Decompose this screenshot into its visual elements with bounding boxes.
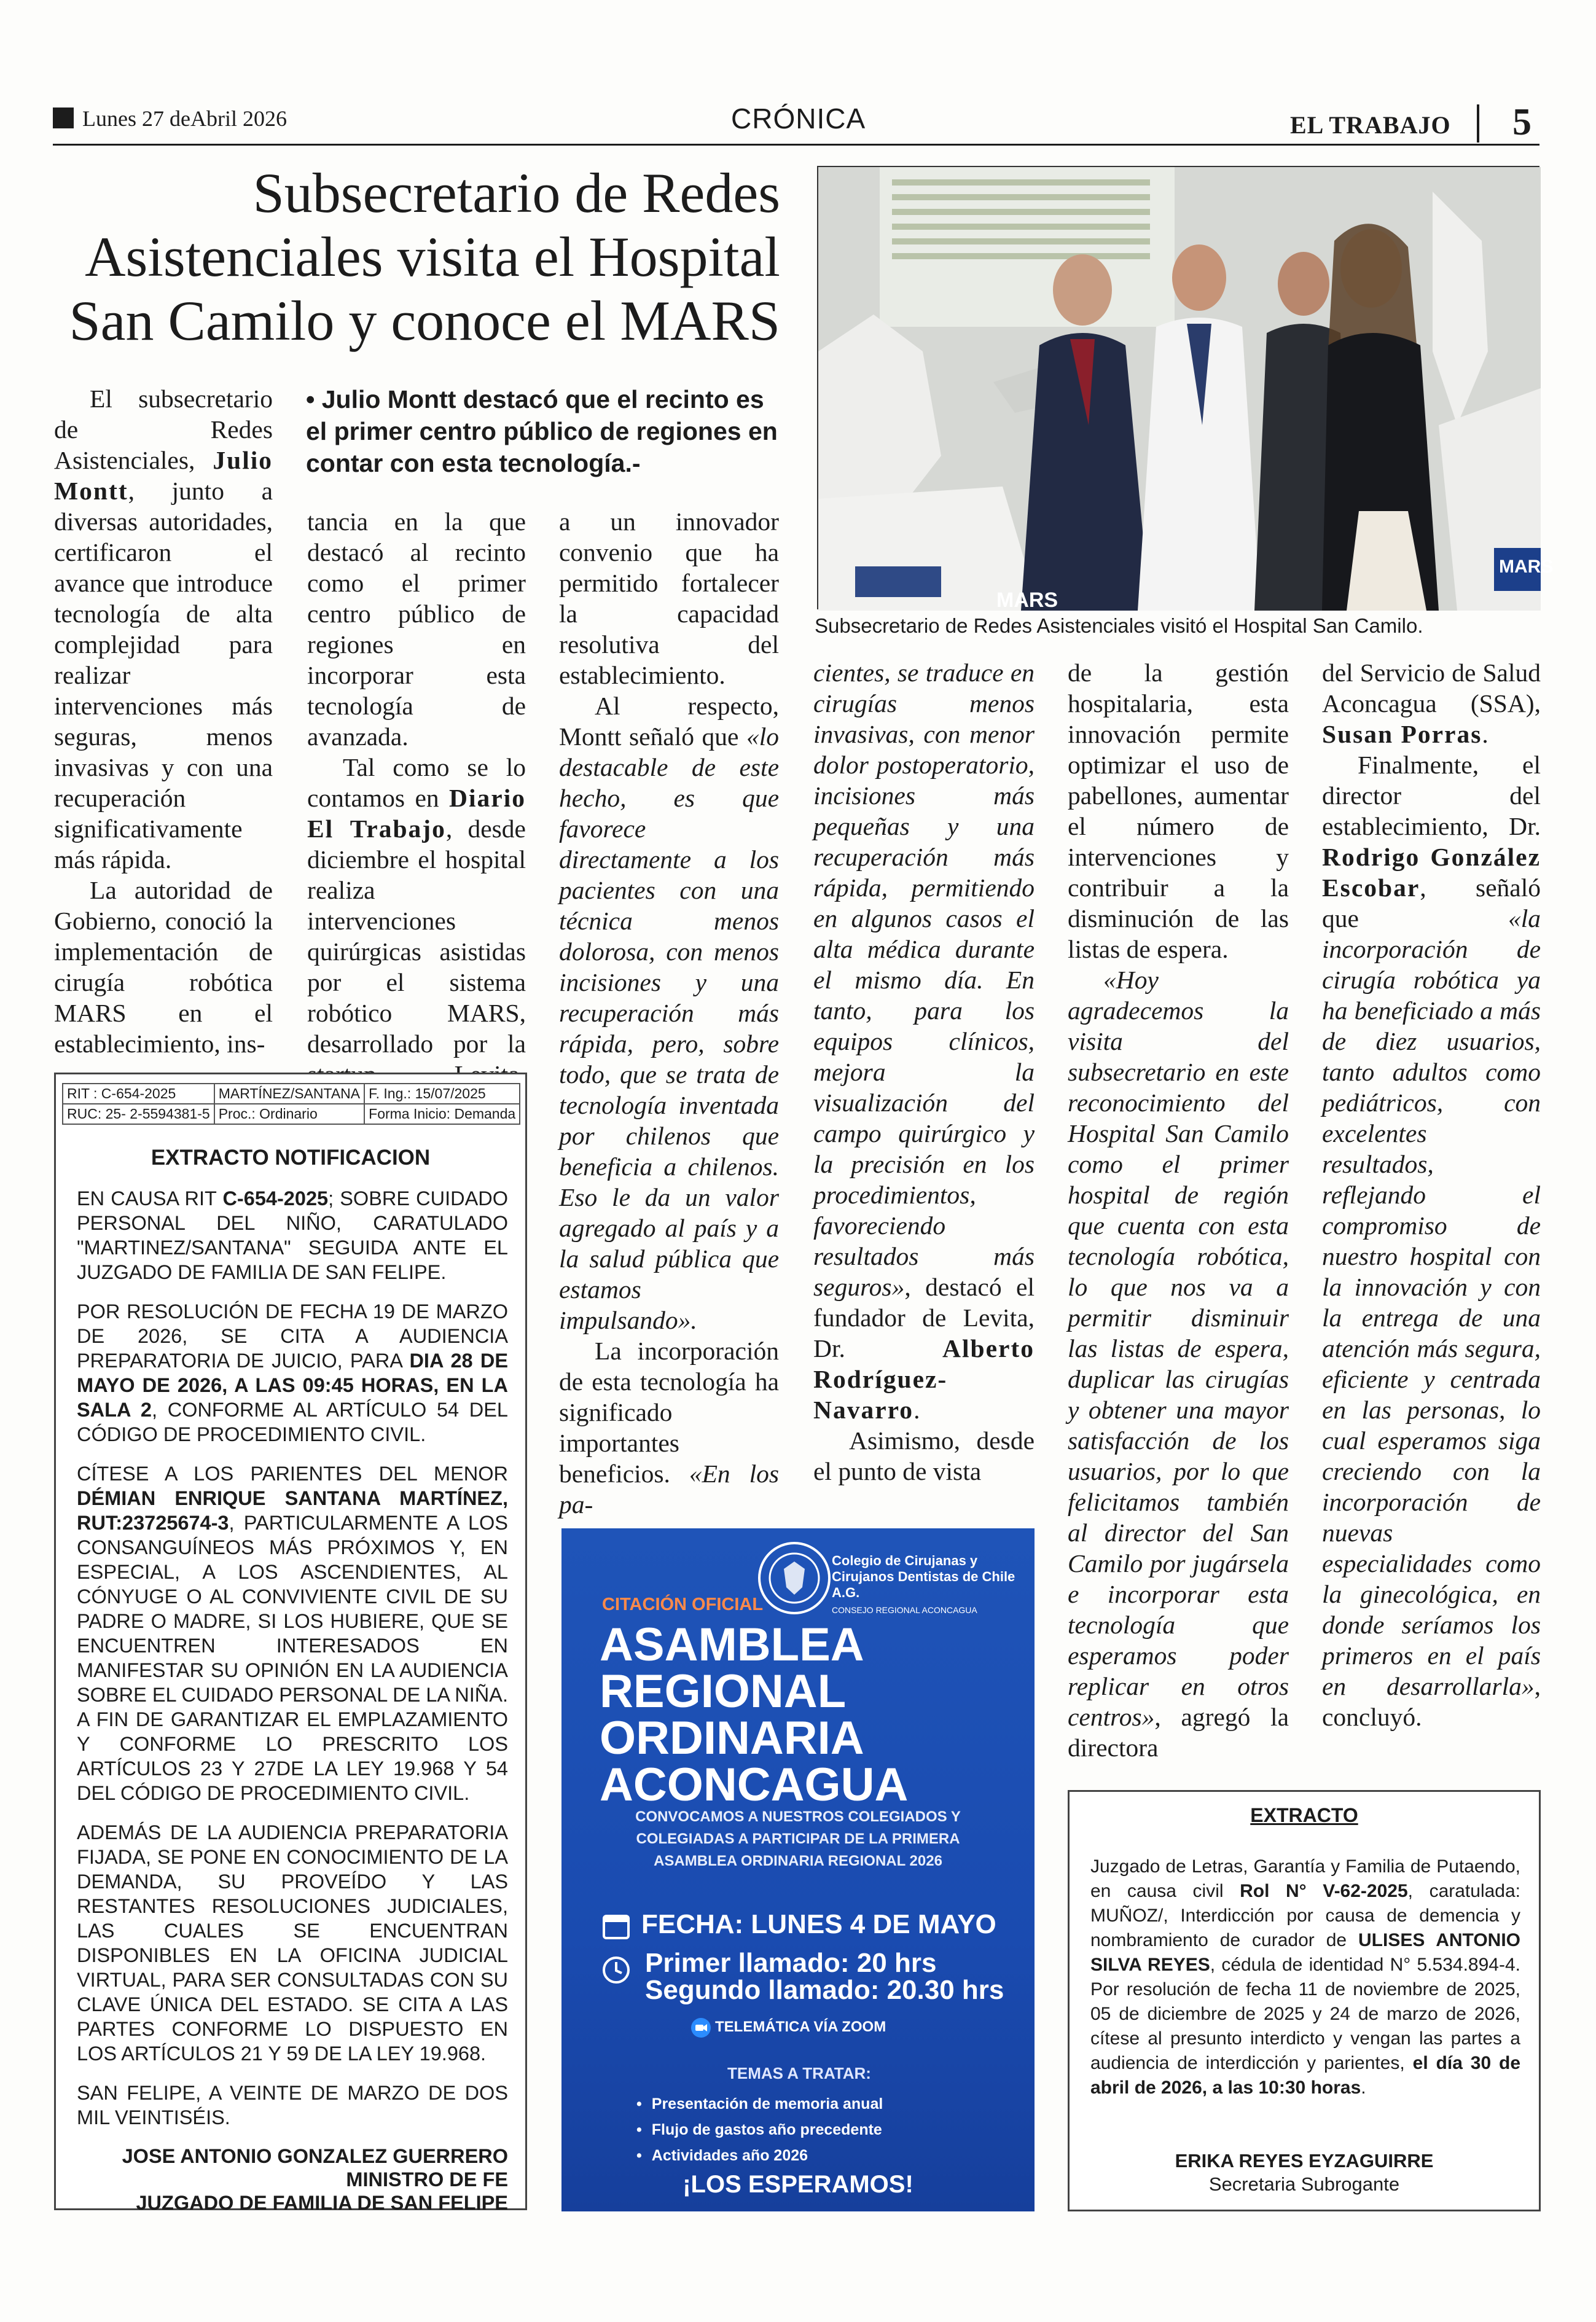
signature-role: Secretaria Subrogante bbox=[1208, 2173, 1400, 2195]
signature-role: MINISTRO DE FE bbox=[346, 2168, 508, 2191]
paragraph: tancia en la que destacó al recinto como el primer centro público de regiones en incorporar esta tecnología de avanzada. bbox=[307, 507, 526, 751]
article-headline: Subsecretario de Redes Asistenciales visita el Hospital San Camilo y conoce el MARS bbox=[69, 162, 780, 352]
robot-label-2: MARS bbox=[1499, 557, 1554, 577]
paragraph: La incorporación de esta tecnología ha significado importantes beneficios. «En los pa- bbox=[559, 1337, 780, 1519]
article-column-4 bbox=[813, 657, 1035, 1487]
signature-name: JOSE ANTONIO GONZALEZ GUERRERO bbox=[122, 2145, 508, 2167]
video-camera-icon bbox=[690, 2017, 711, 2038]
article-photo bbox=[817, 166, 1554, 612]
header-divider bbox=[1477, 104, 1479, 143]
list-item: • Actividades año 2026 bbox=[636, 2143, 883, 2168]
ad-zoom-label: TELEMÁTICA VÍA ZOOM bbox=[715, 2019, 886, 2035]
paragraph: El subsecretario de Redes Asistenciales, Julio Montt, junto a diversas autoridades, certificaron el avance que introduce tecnología de alta complejidad para realizar intervenciones más seguras, menos invasivas y con una recuperación significativamente más rápida. bbox=[54, 385, 273, 874]
header-rule bbox=[53, 144, 1539, 146]
photo-illustration bbox=[818, 167, 1554, 612]
assembly-advertisement bbox=[561, 1528, 1035, 2211]
case-info-table bbox=[62, 1083, 520, 1125]
ad-closing: ¡LOS ESPERAMOS! bbox=[683, 2171, 913, 2198]
table-row bbox=[63, 1104, 520, 1124]
calendar-icon bbox=[601, 1910, 632, 1941]
ad-organization: Colegio de Cirujanas y Cirujanos Dentistas de Chile A.G. CONSEJO REGIONAL ACONCAGUA bbox=[832, 1553, 1015, 1615]
newspaper-name: EL TRABAJO bbox=[1290, 111, 1451, 139]
ad-citation-label: CITACIÓN OFICIAL bbox=[602, 1595, 764, 1614]
extract-title: EXTRACTO bbox=[1250, 1804, 1358, 1826]
table-row bbox=[63, 1084, 520, 1104]
table-cell: Proc.: Ordinario bbox=[214, 1104, 364, 1124]
page-number: 5 bbox=[1512, 101, 1531, 143]
paragraph: La autoridad de Gobierno, conoció la implementación de cirugía robótica MARS en el establecimiento, ins- bbox=[54, 876, 273, 1058]
signature-name: ERIKA REYES EYZAGUIRRE bbox=[1175, 2150, 1434, 2172]
notice-signature bbox=[77, 2144, 508, 2214]
issue-date bbox=[53, 106, 287, 131]
college-seal-icon bbox=[758, 1542, 831, 1614]
article-highlight: • Julio Montt destacó que el recinto es el primer centro público de regiones en contar con esta tecnología.- bbox=[306, 385, 778, 477]
clock-icon bbox=[601, 1955, 632, 1985]
paragraph: del Servicio de Salud Aconcagua (SSA), Susan Porras. bbox=[1322, 659, 1541, 748]
notice-paragraph: POR RESOLUCIÓN DE FECHA 19 DE MARZO DE 2026, SE CITA A AUDIENCIA PREPARATORIA DE JUICIO, PARA DIA 28 DE MAYO DE 2026, A LAS 09:45 HORAS, EN LA SALA 2, CONFORME AL ARTÍCULO 54 DEL CÓDIGO DE PROCEDIMIENTO CIVIL. bbox=[77, 1300, 508, 1445]
extract-signature bbox=[1070, 2149, 1539, 2196]
ad-topics-title: TEMAS A TRATAR: bbox=[727, 2064, 871, 2082]
paragraph: Asimismo, desde el punto de vista bbox=[813, 1426, 1035, 1485]
table-cell: RIT : C-654-2025 bbox=[63, 1084, 214, 1104]
paragraph: Al respecto, Montt señaló que «lo destacable de este hecho, es que favorece directamente a los pacientes con una técnica menos dolorosa, con menos incisiones y una recuperación más rápida, pero, sobre todo, que se trata de tecnología inventada por chilenos que beneficia a chilenos. Eso le da un valor agregado al país y a la salud pública que estamos impulsando». bbox=[559, 692, 780, 1334]
signature-court: JUZGADO DE FAMILIA DE SAN FELIPE bbox=[136, 2192, 508, 2214]
paragraph: a un innovador convenio que ha permitido fortalecer la capacidad resolutiva del establecimiento. bbox=[559, 507, 779, 689]
article-column-3 bbox=[559, 506, 779, 1520]
ad-schedule: Primer llamado: 20 hrs Segundo llamado: 20.30 hrs bbox=[645, 1948, 1004, 2005]
paragraph: de la gestión hospitalaria, esta innovación permite optimizar el uso de pabellones, aumentar el número de intervenciones y contribuir a la disminución de las listas de espera. bbox=[1068, 659, 1289, 963]
notice-body bbox=[77, 1186, 508, 2214]
paragraph: Finalmente, el director del establecimiento, Dr. Rodrigo González Escobar, señaló que «la incorporación de cirugía robótica ya ha beneficiado a más de diez usuarios, tanto adultos como pediátricos, con excelentes resultados, reflejando el compromiso de nuestro hospital con la innovación y con la entrega de una atención más segura, eficiente y centrada en las personas, lo cual esperamos siga creciendo con la incorporación de nuevas especialidades como la ginecológica, en donde seríamos los primeros en el país en desarrollarla», concluyó. bbox=[1322, 751, 1541, 1731]
list-item: • Flujo de gastos año precedente bbox=[636, 2117, 883, 2143]
paragraph: cientes, se traduce en cirugías menos invasivas, con menor dolor postoperatorio, incisiones más pequeñas y una recuperación más rápida, permitiendo en algunos casos el alta médica durante el mismo día. En tanto, para los equipos clínicos, mejora la visualización del campo quirúrgico y la precisión en los procedimientos, favoreciendo resultados más seguros», destacó el fundador de Levita, Dr. Alberto Rodríguez-Navarro. bbox=[813, 659, 1035, 1424]
notice-paragraph: EN CAUSA RIT C-654-2025; SOBRE CUIDADO PERSONAL DEL NIÑO, CARATULADO "MARTINEZ/SANTANA" SEGUIDA ANTE EL JUZGADO DE FAMILIA DE SAN FELIPE. bbox=[77, 1187, 509, 1283]
table-cell: Forma Inicio: Demanda bbox=[364, 1104, 520, 1124]
paragraph: «Hoy agradecemos la visita del subsecretario en este reconocimiento del Hospital San Camilo como el primer hospital de región que cuenta con esta tecnología robótica, lo que nos va a permitir disminuir las listas de espera, duplicar las cirugías y obtener una mayor satisfacción de los usuarios, por lo que felicitamos también al director del San Camilo por jugársela e incorporar esta tecnología que esperamos poder replicar en otros centros», agregó la directora bbox=[1068, 966, 1289, 1762]
extract-body: Juzgado de Letras, Garantía y Familia de Putaendo, en causa civil Rol N° V-62-2025, caratulada: MUÑOZ/, Interdicción por causa de demencia y nombramiento de curador de ULISES ANTONIO SILVA REYES, cédula de identidad N° 5.534.894-4. Por resolución de fecha 11 de noviembre de 2025, 05 de diciembre de 2025 y 24 de marzo de 2026, cítese al presunto interdicto y vengan las partes a audiencia de interdicción y parientes, el día 30 de abril de 2026, a las 10:30 horas. bbox=[1090, 1856, 1521, 2098]
notice-paragraph: ADEMÁS DE LA AUDIENCIA PREPARATORIA FIJADA, SE PONE EN CONOCIMIENTO DE LA DEMANDA, SU PROVEÍDO Y LAS RESTANTES RESOLUCIONES JUDICIALES, LAS CUALES SE ENCUENTRAN DISPONIBLES EN LA OFICINA JUDICIAL VIRTUAL, PARA SER CONSULTADAS CON SU CLAVE ÚNICA DEL ESTADO. SE CITA A LAS PARTES CONFORME LO DISPUESTO EN LOS ARTÍCULOS 21 Y 59 DE LA LEY 19.968. bbox=[77, 1821, 508, 2065]
ad-invitation: CONVOCAMOS A NUESTROS COLEGIADOS Y COLEGIADAS A PARTICIPAR DE LA PRIMERA ASAMBLEA ORDINARIA REGIONAL 2026 bbox=[635, 1808, 961, 1869]
legal-notice-box bbox=[54, 1073, 527, 2214]
robot-label-1: MARS bbox=[996, 588, 1058, 612]
ad-title: ASAMBLEA REGIONAL ORDINARIA ACONCAGUA bbox=[600, 1619, 909, 1811]
extract-notice-box bbox=[1068, 1790, 1541, 2211]
ad-date: FECHA: LUNES 4 DE MAYO bbox=[641, 1909, 996, 1939]
list-item: • Presentación de memoria anual bbox=[636, 2091, 883, 2117]
issue-date-text: Lunes 27 deAbril 2026 bbox=[82, 106, 287, 131]
article-column-1 bbox=[54, 383, 273, 1059]
notice-paragraph: SAN FELIPE, A VEINTE DE MARZO DE DOS MIL VEINTISÉIS. bbox=[77, 2082, 508, 2128]
article-column-5 bbox=[1068, 657, 1289, 1763]
photo-caption: Subsecretario de Redes Asistenciales visitó el Hospital San Camilo. bbox=[815, 614, 1423, 637]
table-cell: F. Ing.: 15/07/2025 bbox=[364, 1084, 520, 1104]
notice-paragraph: CÍTESE A LOS PARIENTES DEL MENOR DÉMIAN ENRIQUE SANTANA MARTÍNEZ, RUT:23725674-3, PARTICULARMENTE A LOS CONSANGUÍNEOS MÁS PRÓXIMOS Y, EN ESPECIAL, A LOS ASCENDIENTES, AL CÓNYUGE O AL CONVIVIENTE CIVIL DE SU PADRE O MADRE, SI LOS HUBIERE, QUE SE ENCUENTREN INTERESADOS EN MANIFESTAR SU OPINIÓN EN LA AUDIENCIA SOBRE EL CUIDADO PERSONAL DE LA NIÑA. A FIN DE GARANTIZAR EL EMPLAZAMIENTO Y CONFORME LO PRESCRITO LOS ARTÍCULOS 23 Y 27DE LA LEY 19.968 Y 54 DEL CÓDIGO DE PROCEDIMIENTO CIVIL. bbox=[77, 1463, 508, 1804]
table-cell: RUC: 25- 2-5594381-5 bbox=[63, 1104, 214, 1124]
paragraph: Tal como se lo contamos en Diario El Trabajo, desde diciembre el hospital realiza intervenciones quirúrgicas asistidas por el sistema robótico MARS, desarrollado por la bbox=[307, 753, 526, 1058]
date-marker-square bbox=[53, 108, 74, 128]
section-title: CRÓNICA bbox=[731, 103, 866, 135]
notice-title: EXTRACTO NOTIFICACION bbox=[151, 1146, 431, 1170]
article-column-6 bbox=[1322, 657, 1541, 1732]
article-column-2 bbox=[307, 506, 526, 1120]
table-cell: MARTÍNEZ/SANTANA bbox=[214, 1084, 364, 1104]
ad-topics-list bbox=[636, 2091, 883, 2168]
